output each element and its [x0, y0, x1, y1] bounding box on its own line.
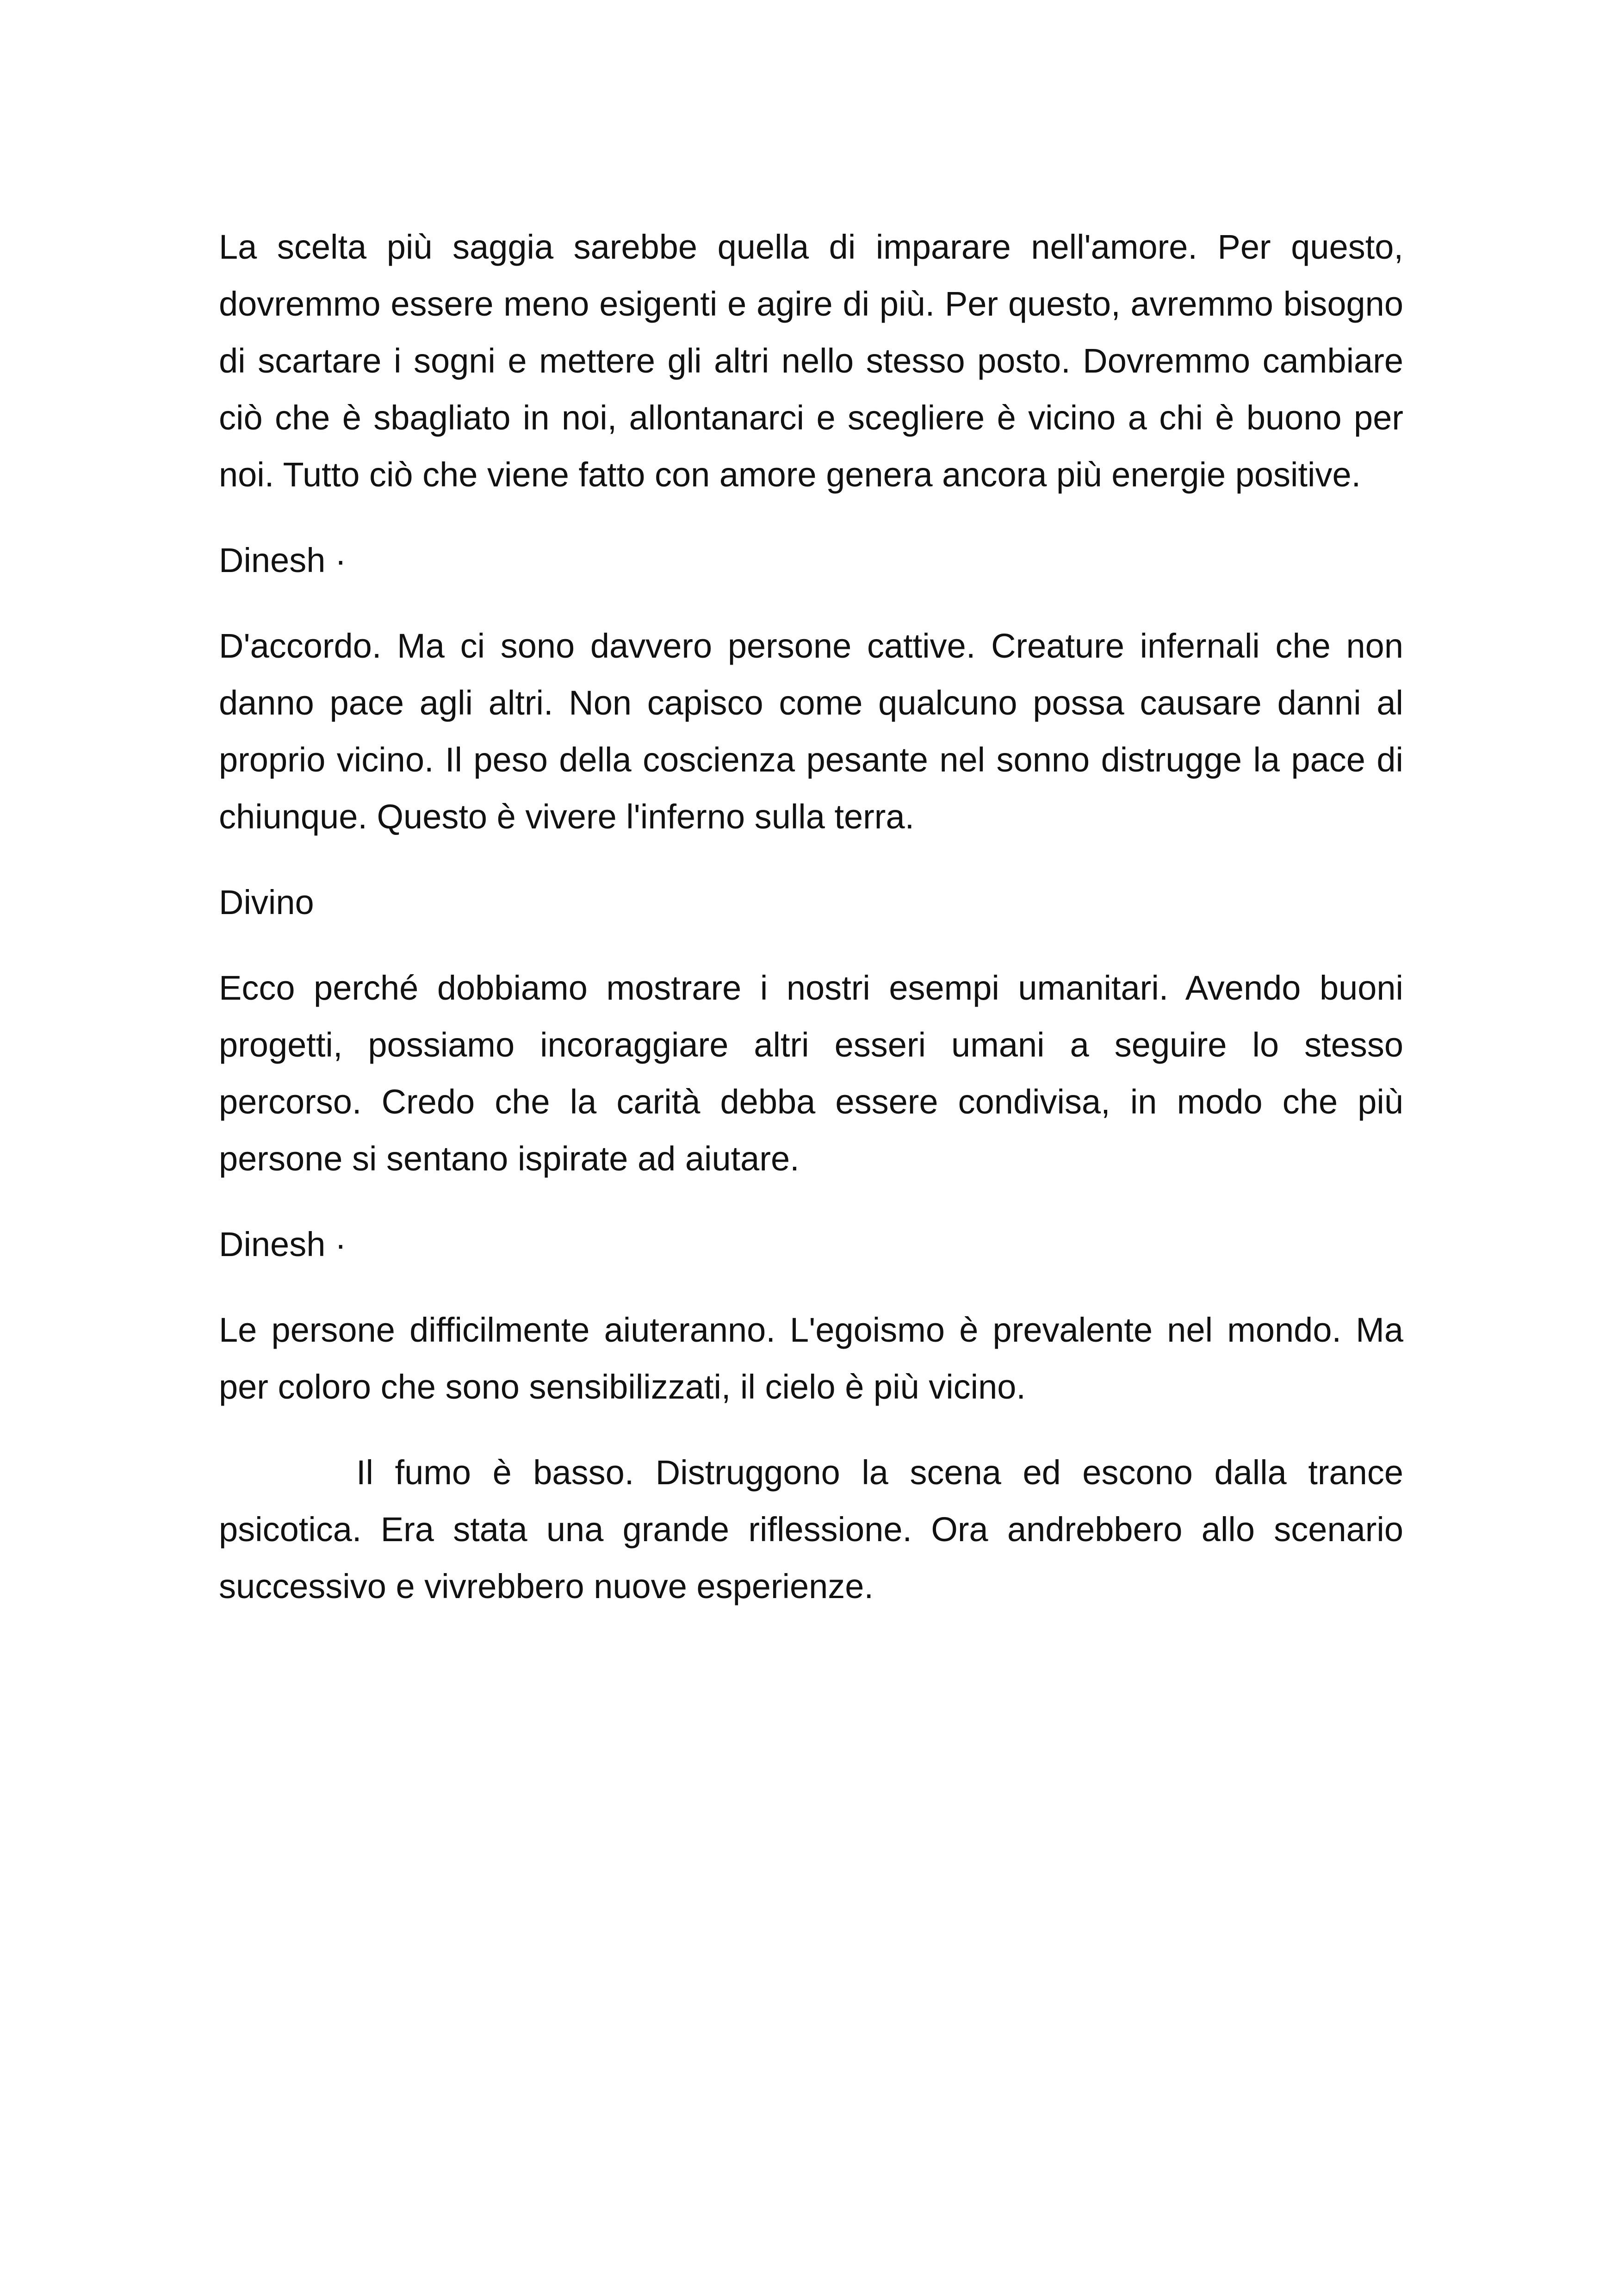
paragraph-selfishness: Le persone difficilmente aiuteranno. L'egoismo è prevalente nel mondo. Ma per coloro che sono sensibilizzati, il cielo è più vicino.	[219, 1311, 1403, 1406]
paragraph-humanitarian-examples: Ecco perché dobbiamo mostrare i nostri esempi umanitari. Avendo buoni progetti, possiamo incoraggiare altri esseri umani a seguire lo stesso percorso. Credo che la carità debba essere condivisa, in modo che più persone si sentano ispirate ad aiutare.	[219, 969, 1403, 1178]
speaker-label-divino: Divino	[219, 883, 314, 921]
speaker-label-dinesh: Dinesh ·	[219, 1225, 347, 1263]
paragraph-narration: Il fumo è basso. Distruggono la scena ed escono dalla trance psicotica. Era stata una grande riflessione. Ora andrebbero allo scenario successivo e vivrebbero nuove esperienze.	[219, 1453, 1403, 1605]
document-body	[219, 218, 1403, 1643]
paragraph-bad-people: D'accordo. Ma ci sono davvero persone cattive. Creature infernali che non danno pace agli altri. Non capisco come qualcuno possa causare danni al proprio vicino. Il peso della coscienza pesante nel sonno distrugge la pace di chiunque. Questo è vivere l'inferno sulla terra.	[219, 627, 1403, 836]
paragraph-love-choice: La scelta più saggia sarebbe quella di imparare nell'amore. Per questo, dovremmo essere meno esigenti e agire di più. Per questo, avremmo bisogno di scartare i sogni e mettere gli altri nello stesso posto. Dovremmo cambiare ciò che è sbagliato in noi, allontanarci e scegliere è vicino a chi è buono per noi. Tutto ciò che viene fatto con amore genera ancora più energie positive.	[219, 228, 1403, 494]
speaker-label-dinesh: Dinesh ·	[219, 541, 347, 579]
